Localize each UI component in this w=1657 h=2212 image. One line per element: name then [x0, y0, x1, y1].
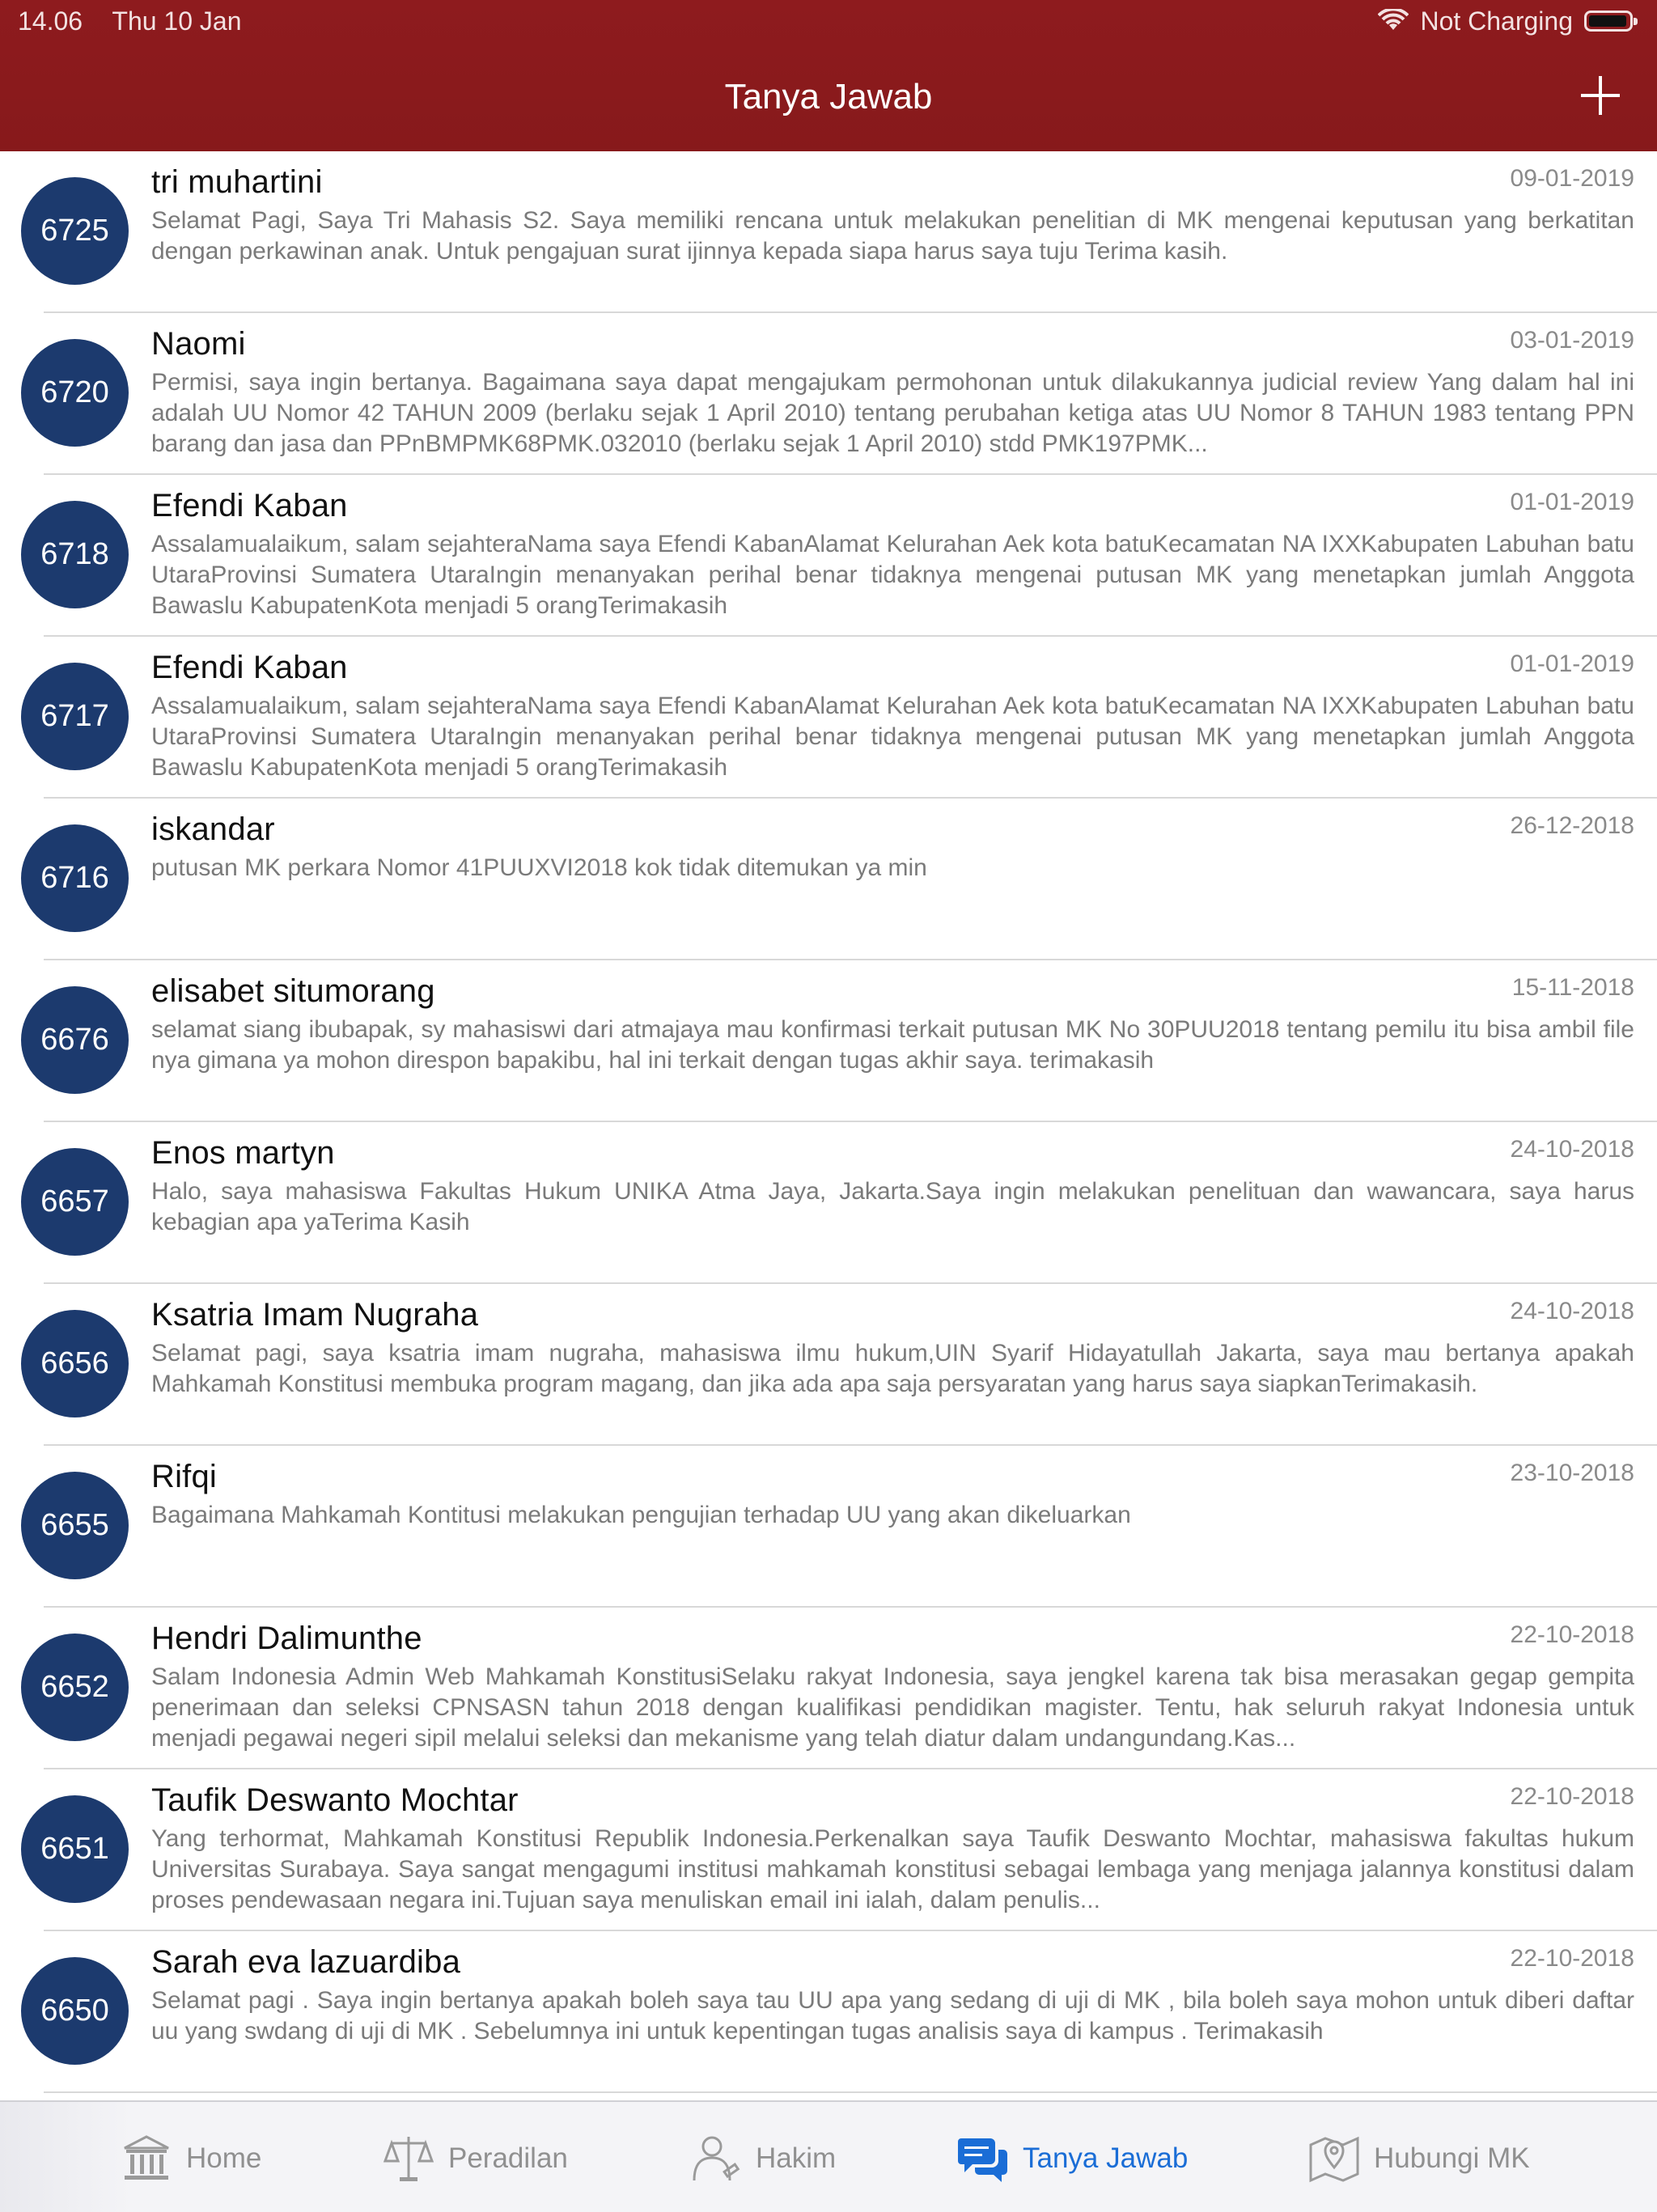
question-id-badge: 6651 — [21, 1795, 129, 1903]
question-list[interactable] — [0, 151, 1657, 2093]
list-item[interactable] — [0, 637, 1657, 799]
tab-label-peradilan: Peradilan — [448, 2142, 568, 2174]
question-message: selamat siang ibubapak, sy mahasiswi dari atmajaya mau konfirmasi terkait putusan MK No 30PUU2018 tentang pemilu itu bisa ambil file nya gimana ya mohon direspon bapakibu, hal ini terkait dengan tugas akhir saya. terimakasih — [151, 1016, 1634, 1074]
question-id-badge: 6650 — [21, 1957, 129, 2065]
question-id-badge: 6652 — [21, 1634, 129, 1741]
question-message: putusan MK perkara Nomor 41PUUXVI2018 kok tidak ditemukan ya min — [151, 854, 927, 881]
question-id-badge: 6725 — [21, 177, 129, 285]
question-id-badge: 6717 — [21, 663, 129, 770]
list-item[interactable] — [0, 960, 1657, 1122]
sender-name: Efendi Kaban — [151, 650, 348, 685]
question-date: 01-01-2019 — [1510, 489, 1634, 515]
sender-name: Naomi — [151, 326, 246, 362]
status-bar-right — [1378, 6, 1633, 36]
question-date: 24-10-2018 — [1510, 1298, 1634, 1324]
question-date: 09-01-2019 — [1510, 165, 1634, 192]
question-message: Yang terhormat, Mahkamah Konstitusi Republik Indonesia.Perkenalkan saya Taufik Deswanto Mochtar, mahasiswa fakultas hukum Universitas Surabaya. Saya sangat mengagumi institusi mahkamah konstitusi sebagai lembaga yang menjaga jalannya konstitusi dalam proses pendewasaan negara ini.Tujuan saya menuliskan email ini ialah, dalam penulis... — [151, 1825, 1634, 1913]
tab-hubungi-mk[interactable] — [1307, 2134, 1530, 2183]
list-item[interactable] — [0, 151, 1657, 313]
charging-status: Not Charging — [1420, 6, 1573, 36]
chat-bubbles-icon — [956, 2132, 1010, 2185]
tab-label-tanya-jawab: Tanya Jawab — [1023, 2142, 1189, 2174]
tab-label-hubungi-mk: Hubungi MK — [1374, 2142, 1530, 2174]
question-date: 22-10-2018 — [1510, 1783, 1634, 1810]
status-bar-left — [18, 6, 265, 36]
question-date: 03-01-2019 — [1510, 327, 1634, 354]
status-time: 14.06 — [18, 6, 83, 36]
sender-name: tri muhartini — [151, 164, 323, 200]
sender-name: elisabet situmorang — [151, 973, 435, 1009]
question-message: Salam Indonesia Admin Web Mahkamah KonstitusiSelaku rakyat Indonesia, saya jengkel karena tak bisa merasakan gegap gempita penerimaan dan seleksi CPNSASN tahun 2018 dengan kualifikasi pendidikan magister. Tentu, hak seluruh rakyat Indonesia untuk menjadi pegawai negeri sipil melalui seleksi dan mekanisme yang telah diatur dalam undangundang.Kas... — [151, 1663, 1634, 1752]
question-message: Selamat Pagi, Saya Tri Mahasis S2. Saya memiliki rencana untuk melakukan penelitian di MK mengenai keputusan yang berkatitan dengan perkawinan anak. Untuk pengajuan surat ijinnya kepada siapa harus saya tuju Terima kasih. — [151, 207, 1634, 265]
question-message: Permisi, saya ingin bertanya. Bagaimana saya dapat mengajukam permohonan untuk dilakukannya judicial review Yang dalam hal ini adalah UU Nomor 42 TAHUN 2009 (berlaku sejak 1 April 2010) tentang perubahan ketiga atas UU Nomor 8 TAHUN 1983 tentang PPN barang dan jasa dan PPnBMPMK68PMK.032010 (berlaku sejak 1 April 2010) stdd PMK197PMK... — [151, 369, 1634, 457]
page-title: Tanya Jawab — [724, 77, 933, 117]
tab-bar — [0, 2100, 1657, 2212]
scales-icon — [382, 2132, 435, 2185]
question-date: 01-01-2019 — [1510, 650, 1634, 677]
tab-peradilan[interactable] — [382, 2134, 568, 2183]
tab-tanya-jawab[interactable] — [956, 2134, 1188, 2183]
tab-home[interactable] — [120, 2134, 261, 2183]
question-message: Assalamualaikum, salam sejahteraNama saya Efendi KabanAlamat Kelurahan Aek kota batuKecamatan NA IXXKabupaten Labuhan batu UtaraProvinsi Sumatera UtaraIngin menanyakan perihal benar tidaknya mengenai putusan MK yang menetapkan jumlah Anggota Bawaslu KabupatenKota menjadi 5 orangTerimakasih — [151, 531, 1634, 619]
list-item[interactable] — [0, 1931, 1657, 2093]
question-id-badge: 6676 — [21, 986, 129, 1094]
question-date: 26-12-2018 — [1510, 812, 1634, 839]
sender-name: Hendri Dalimunthe — [151, 1621, 422, 1656]
question-message: Selamat pagi, saya ksatria imam nugraha, mahasiswa ilmu hukum,UIN Syarif Hidayatullah Jakarta, saya mau bertanya apakah Mahkamah Konstitusi membuka program magang, dan jika ada apa saja persyaratan yang harus saya siapkanTerimakasih. — [151, 1340, 1634, 1397]
question-message: Selamat pagi . Saya ingin bertanya apakah boleh saya tau UU apa yang sedang di uji di MK , bila boleh saya mohon untuk diberi daftar uu yang swdang di uji di MK . Sebelumnya ini untuk kepentingan tugas analisis saya di kampus . Terimakasih — [151, 1987, 1634, 2045]
question-id-badge: 6718 — [21, 501, 129, 608]
battery-icon — [1584, 11, 1633, 32]
question-date: 22-10-2018 — [1510, 1621, 1634, 1648]
map-pin-icon — [1307, 2132, 1361, 2185]
add-question-button[interactable] — [1576, 71, 1625, 120]
tab-label-home: Home — [186, 2142, 262, 2174]
sender-name: Taufik Deswanto Mochtar — [151, 1782, 519, 1818]
list-item[interactable] — [0, 1769, 1657, 1931]
question-id-badge: 6720 — [21, 339, 129, 447]
tab-hakim[interactable] — [689, 2134, 836, 2183]
list-item[interactable] — [0, 475, 1657, 637]
list-item[interactable] — [0, 1284, 1657, 1446]
list-item[interactable] — [0, 799, 1657, 960]
question-id-badge: 6716 — [21, 824, 129, 932]
question-date: 23-10-2018 — [1510, 1460, 1634, 1486]
question-date: 15-11-2018 — [1511, 974, 1634, 1001]
list-item[interactable] — [0, 1122, 1657, 1284]
sender-name: Efendi Kaban — [151, 488, 348, 523]
question-id-badge: 6656 — [21, 1310, 129, 1417]
sender-name: iskandar — [151, 811, 275, 847]
list-item[interactable] — [0, 313, 1657, 475]
question-date: 22-10-2018 — [1510, 1945, 1634, 1972]
list-item[interactable] — [0, 1608, 1657, 1769]
sender-name: Rifqi — [151, 1459, 218, 1494]
sender-name: Ksatria Imam Nugraha — [151, 1297, 479, 1333]
navigation-bar — [0, 0, 1657, 151]
question-id-badge: 6655 — [21, 1472, 129, 1579]
wifi-icon — [1378, 9, 1409, 33]
row-divider — [44, 2091, 1657, 2093]
list-item[interactable] — [0, 1446, 1657, 1608]
question-message: Assalamualaikum, salam sejahteraNama saya Efendi KabanAlamat Kelurahan Aek kota batuKecamatan NA IXXKabupaten Labuhan batu UtaraProvinsi Sumatera UtaraIngin menanyakan perihal benar tidaknya mengenai putusan MK yang menetapkan jumlah Anggota Bawaslu KabupatenKota menjadi 5 orangTerimakasih — [151, 693, 1634, 781]
question-date: 24-10-2018 — [1510, 1136, 1634, 1163]
question-message: Bagaimana Mahkamah Kontitusi melakukan pengujian terhadap UU yang akan dikeluarkan — [151, 1502, 1131, 1528]
sender-name: Enos martyn — [151, 1135, 335, 1171]
building-icon — [120, 2132, 173, 2185]
tab-label-hakim: Hakim — [756, 2142, 837, 2174]
question-message: Halo, saya mahasiswa Fakultas Hukum UNIKA Atma Jaya, Jakarta.Saya ingin melakukan penelituan dan wawancara, saya harus kebagian apa yaTerima Kasih — [151, 1178, 1634, 1235]
sender-name: Sarah eva lazuardiba — [151, 1944, 461, 1980]
status-date: Thu 10 Jan — [112, 6, 242, 36]
judge-icon — [689, 2132, 743, 2185]
question-id-badge: 6657 — [21, 1148, 129, 1256]
